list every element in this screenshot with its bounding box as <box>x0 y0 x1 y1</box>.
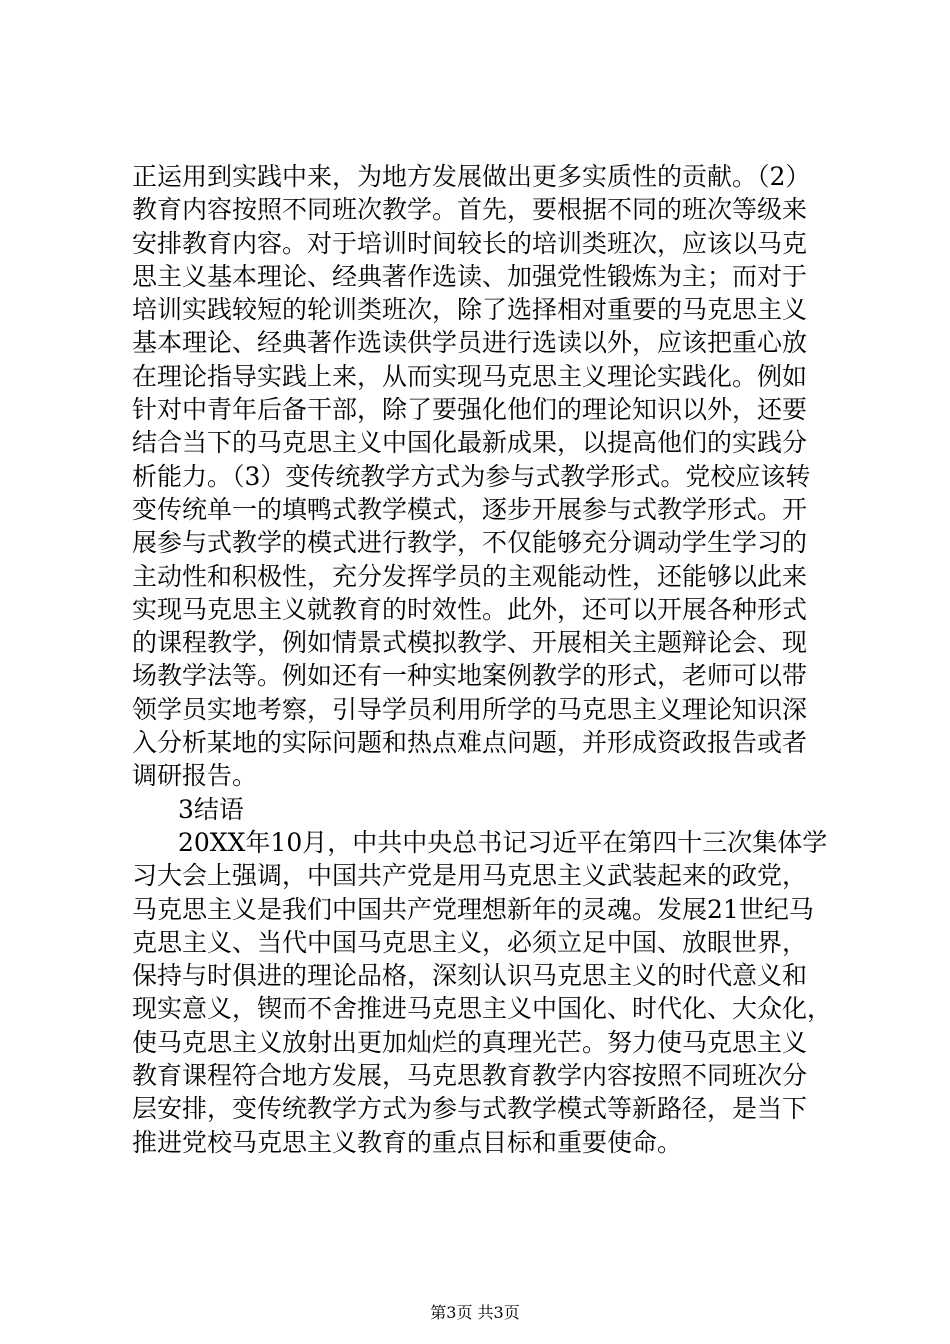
text-line: 克思主义、当代中国马克思主义，必须立足中国、放眼世界， <box>132 927 808 957</box>
text-line: 的课程教学，例如情景式模拟教学、开展相关主题辩论会、现 <box>132 628 808 658</box>
body-text <box>132 160 832 1159</box>
text-line: 领学员实地考察，引导学员利用所学的马克思主义理论知识深 <box>132 694 808 724</box>
text-line: 在理论指导实践上来，从而实现马克思主义理论实践化。例如 <box>132 361 808 391</box>
text-line: 析能力。（3）变传统教学方式为参与式教学形式。党校应该转 <box>132 461 811 491</box>
text-line: 变传统单一的填鸭式教学模式，逐步开展参与式教学形式。开 <box>132 494 808 524</box>
text-line: 针对中青年后备干部，除了要强化他们的理论知识以外，还要 <box>132 395 808 425</box>
text-line: 马克思主义是我们中国共产党理想新年的灵魂。发展21世纪马 <box>132 894 814 924</box>
text-line: 保持与时俱进的理论品格，深刻认识马克思主义的时代意义和 <box>132 961 808 991</box>
text-line: 教育课程符合地方发展，马克思教育教学内容按照不同班次分 <box>132 1061 808 1091</box>
page-footer <box>0 1303 950 1323</box>
page-number: 第3页 共3页 <box>430 1303 520 1322</box>
text-line: 培训实践较短的轮训类班次，除了选择相对重要的马克思主义 <box>132 295 808 325</box>
text-line: 20XX年10月，中共中央总书记习近平在第四十三次集体学 <box>178 827 828 857</box>
text-line: 使马克思主义放射出更加灿烂的真理光芒。努力使马克思主义 <box>132 1027 808 1057</box>
text-line: 结合当下的马克思主义中国化最新成果，以提高他们的实践分 <box>132 428 808 458</box>
text-line: 安排教育内容。对于培训时间较长的培训类班次，应该以马克 <box>132 228 808 258</box>
text-line: 场教学法等。例如还有一种实地案例教学的形式，老师可以带 <box>132 661 808 691</box>
text-line: 正运用到实践中来，为地方发展做出更多实质性的贡献。（2） <box>132 162 811 191</box>
text-line: 习大会上强调，中国共产党是用马克思主义武装起来的政党， <box>132 861 808 891</box>
text-line: 推进党校马克思主义教育的重点目标和重要使命。 <box>132 1127 683 1157</box>
text-line: 入分析某地的实际问题和热点难点问题，并形成资政报告或者 <box>132 728 808 758</box>
text-line: 层安排，变传统教学方式为参与式教学模式等新路径，是当下 <box>132 1094 808 1124</box>
text-line: 现实意义，锲而不舍推进马克思主义中国化、时代化、大众化， <box>132 994 833 1024</box>
text-line: 实现马克思主义就教育的时效性。此外，还可以开展各种形式 <box>132 594 808 624</box>
text-line: 调研报告。 <box>132 761 258 791</box>
text-line: 基本理论、经典著作选读供学员进行选读以外，应该把重心放 <box>132 328 808 358</box>
text-line: 主动性和积极性，充分发挥学员的主观能动性，还能够以此来 <box>132 561 808 591</box>
text-line: 展参与式教学的模式进行教学，不仅能够充分调动学生学习的 <box>132 528 808 558</box>
text-line: 教育内容按照不同班次教学。首先，要根据不同的班次等级来 <box>132 195 808 225</box>
text-line: 思主义基本理论、经典著作选读、加强党性锻炼为主；而对于 <box>132 261 808 291</box>
section-heading: 3结语 <box>178 794 244 824</box>
